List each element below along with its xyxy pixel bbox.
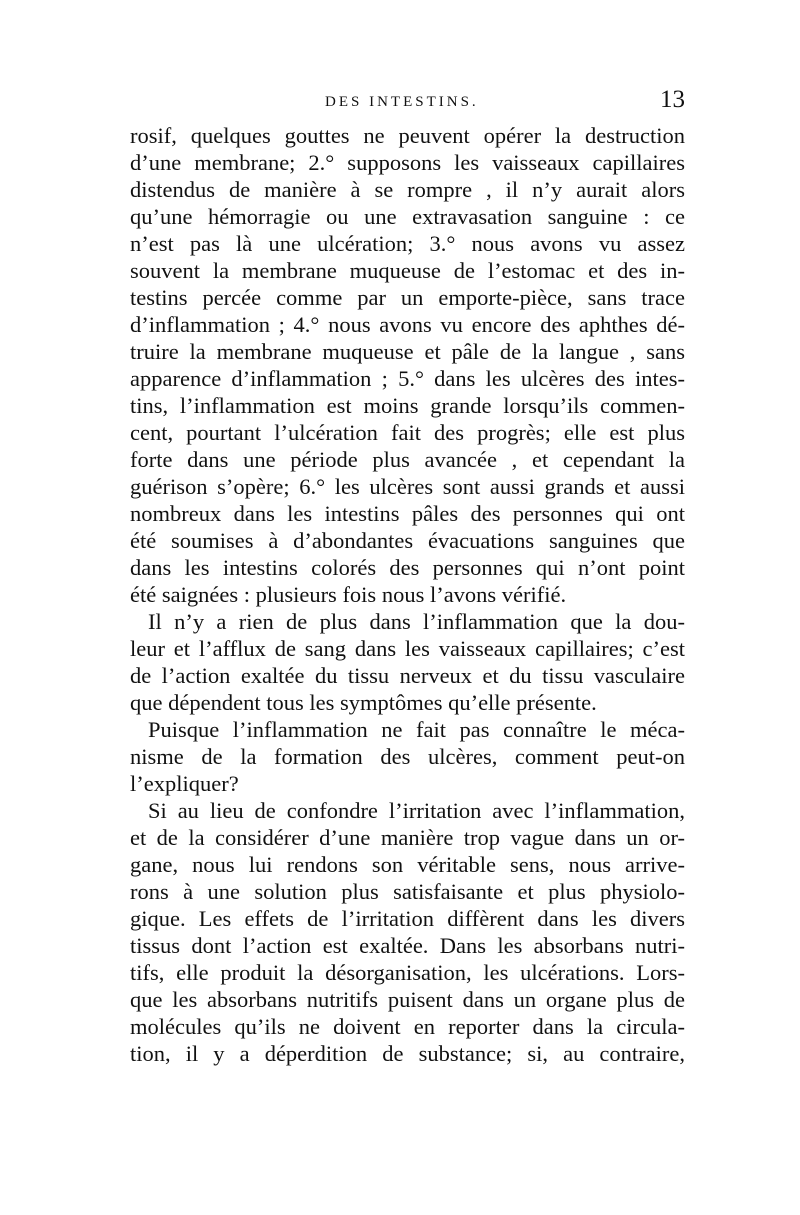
text-line: forte dans une période plus avancée , et cependant la	[130, 447, 685, 472]
text-line: gique. Les effets de l’irritation diffèrent dans les divers	[130, 906, 685, 931]
text-line: été saignées : plusieurs fois nous l’avons vérifié.	[130, 582, 567, 607]
text-line: et de la considérer d’une manière trop vague dans un or-	[130, 825, 685, 850]
text-line: nisme de la formation des ulcères, comment peut-on	[130, 744, 685, 769]
text-line: d’une membrane; 2.° supposons les vaisseaux capillaires	[130, 150, 685, 175]
text-line: tifs, elle produit la désorganisation, les ulcérations. Lors-	[130, 960, 685, 985]
text-line: été soumises à d’abondantes évacuations sanguines que	[130, 528, 685, 553]
text-line: distendus de manière à se rompre , il n’y aurait alors	[130, 177, 685, 202]
text-line: souvent la membrane muqueuse de l’estomac et des in-	[130, 258, 685, 283]
text-line: apparence d’inflammation ; 5.° dans les ulcères des intes-	[130, 366, 685, 391]
text-line: l’expliquer?	[130, 771, 239, 796]
text-line: tion, il y a déperdition de substance; si, au contraire,	[130, 1041, 685, 1066]
text-line: tissus dont l’action est exaltée. Dans les absorbans nutri-	[130, 933, 685, 958]
text-line: molécules qu’ils ne doivent en reporter dans la circula-	[130, 1014, 685, 1039]
text-line: Il n’y a rien de plus dans l’inflammation que la dou-	[148, 609, 685, 634]
text-line: guérison s’opère; 6.° les ulcères sont aussi grands et aussi	[130, 474, 685, 499]
text-line: rosif, quelques gouttes ne peuvent opérer la destruction	[130, 123, 685, 148]
text-line: dans les intestins colorés des personnes qui n’ont point	[130, 555, 685, 580]
text-line: d’inflammation ; 4.° nous avons vu encore des aphthes dé-	[130, 312, 685, 337]
text-line: cent, pourtant l’ulcération fait des progrès; elle est plus	[130, 420, 685, 445]
running-title: DES INTESTINS.	[325, 94, 479, 110]
text-line: que les absorbans nutritifs puisent dans un organe plus de	[130, 987, 685, 1012]
text-line: n’est pas là une ulcération; 3.° nous avons vu assez	[130, 231, 685, 256]
text-line: Si au lieu de confondre l’irritation avec l’inflammation,	[148, 798, 685, 823]
text-line: qu’une hémorragie ou une extravasation sanguine : ce	[130, 204, 685, 229]
text-line: de l’action exaltée du tissu nerveux et du tissu vasculaire	[130, 663, 685, 688]
body-text	[130, 122, 685, 1067]
text-line: tins, l’inflammation est moins grande lorsqu’ils commen-	[130, 393, 685, 418]
text-line: rons à une solution plus satisfaisante et plus physiolo-	[130, 879, 685, 904]
text-line: Puisque l’inflammation ne fait pas connaître le méca-	[148, 717, 685, 742]
text-line: nombreux dans les intestins pâles des personnes qui ont	[130, 501, 685, 526]
text-line: truire la membrane muqueuse et pâle de la langue , sans	[130, 339, 685, 364]
running-head	[130, 86, 685, 122]
text-line: leur et l’afflux de sang dans les vaisseaux capillaires; c’est	[130, 636, 685, 661]
text-line: que dépendent tous les symptômes qu’elle présente.	[130, 690, 597, 715]
text-line: gane, nous lui rendons son véritable sens, nous arrive-	[130, 852, 685, 877]
page-number: 13	[660, 86, 685, 113]
text-line: testins percée comme par un emporte-pièce, sans trace	[130, 285, 685, 310]
